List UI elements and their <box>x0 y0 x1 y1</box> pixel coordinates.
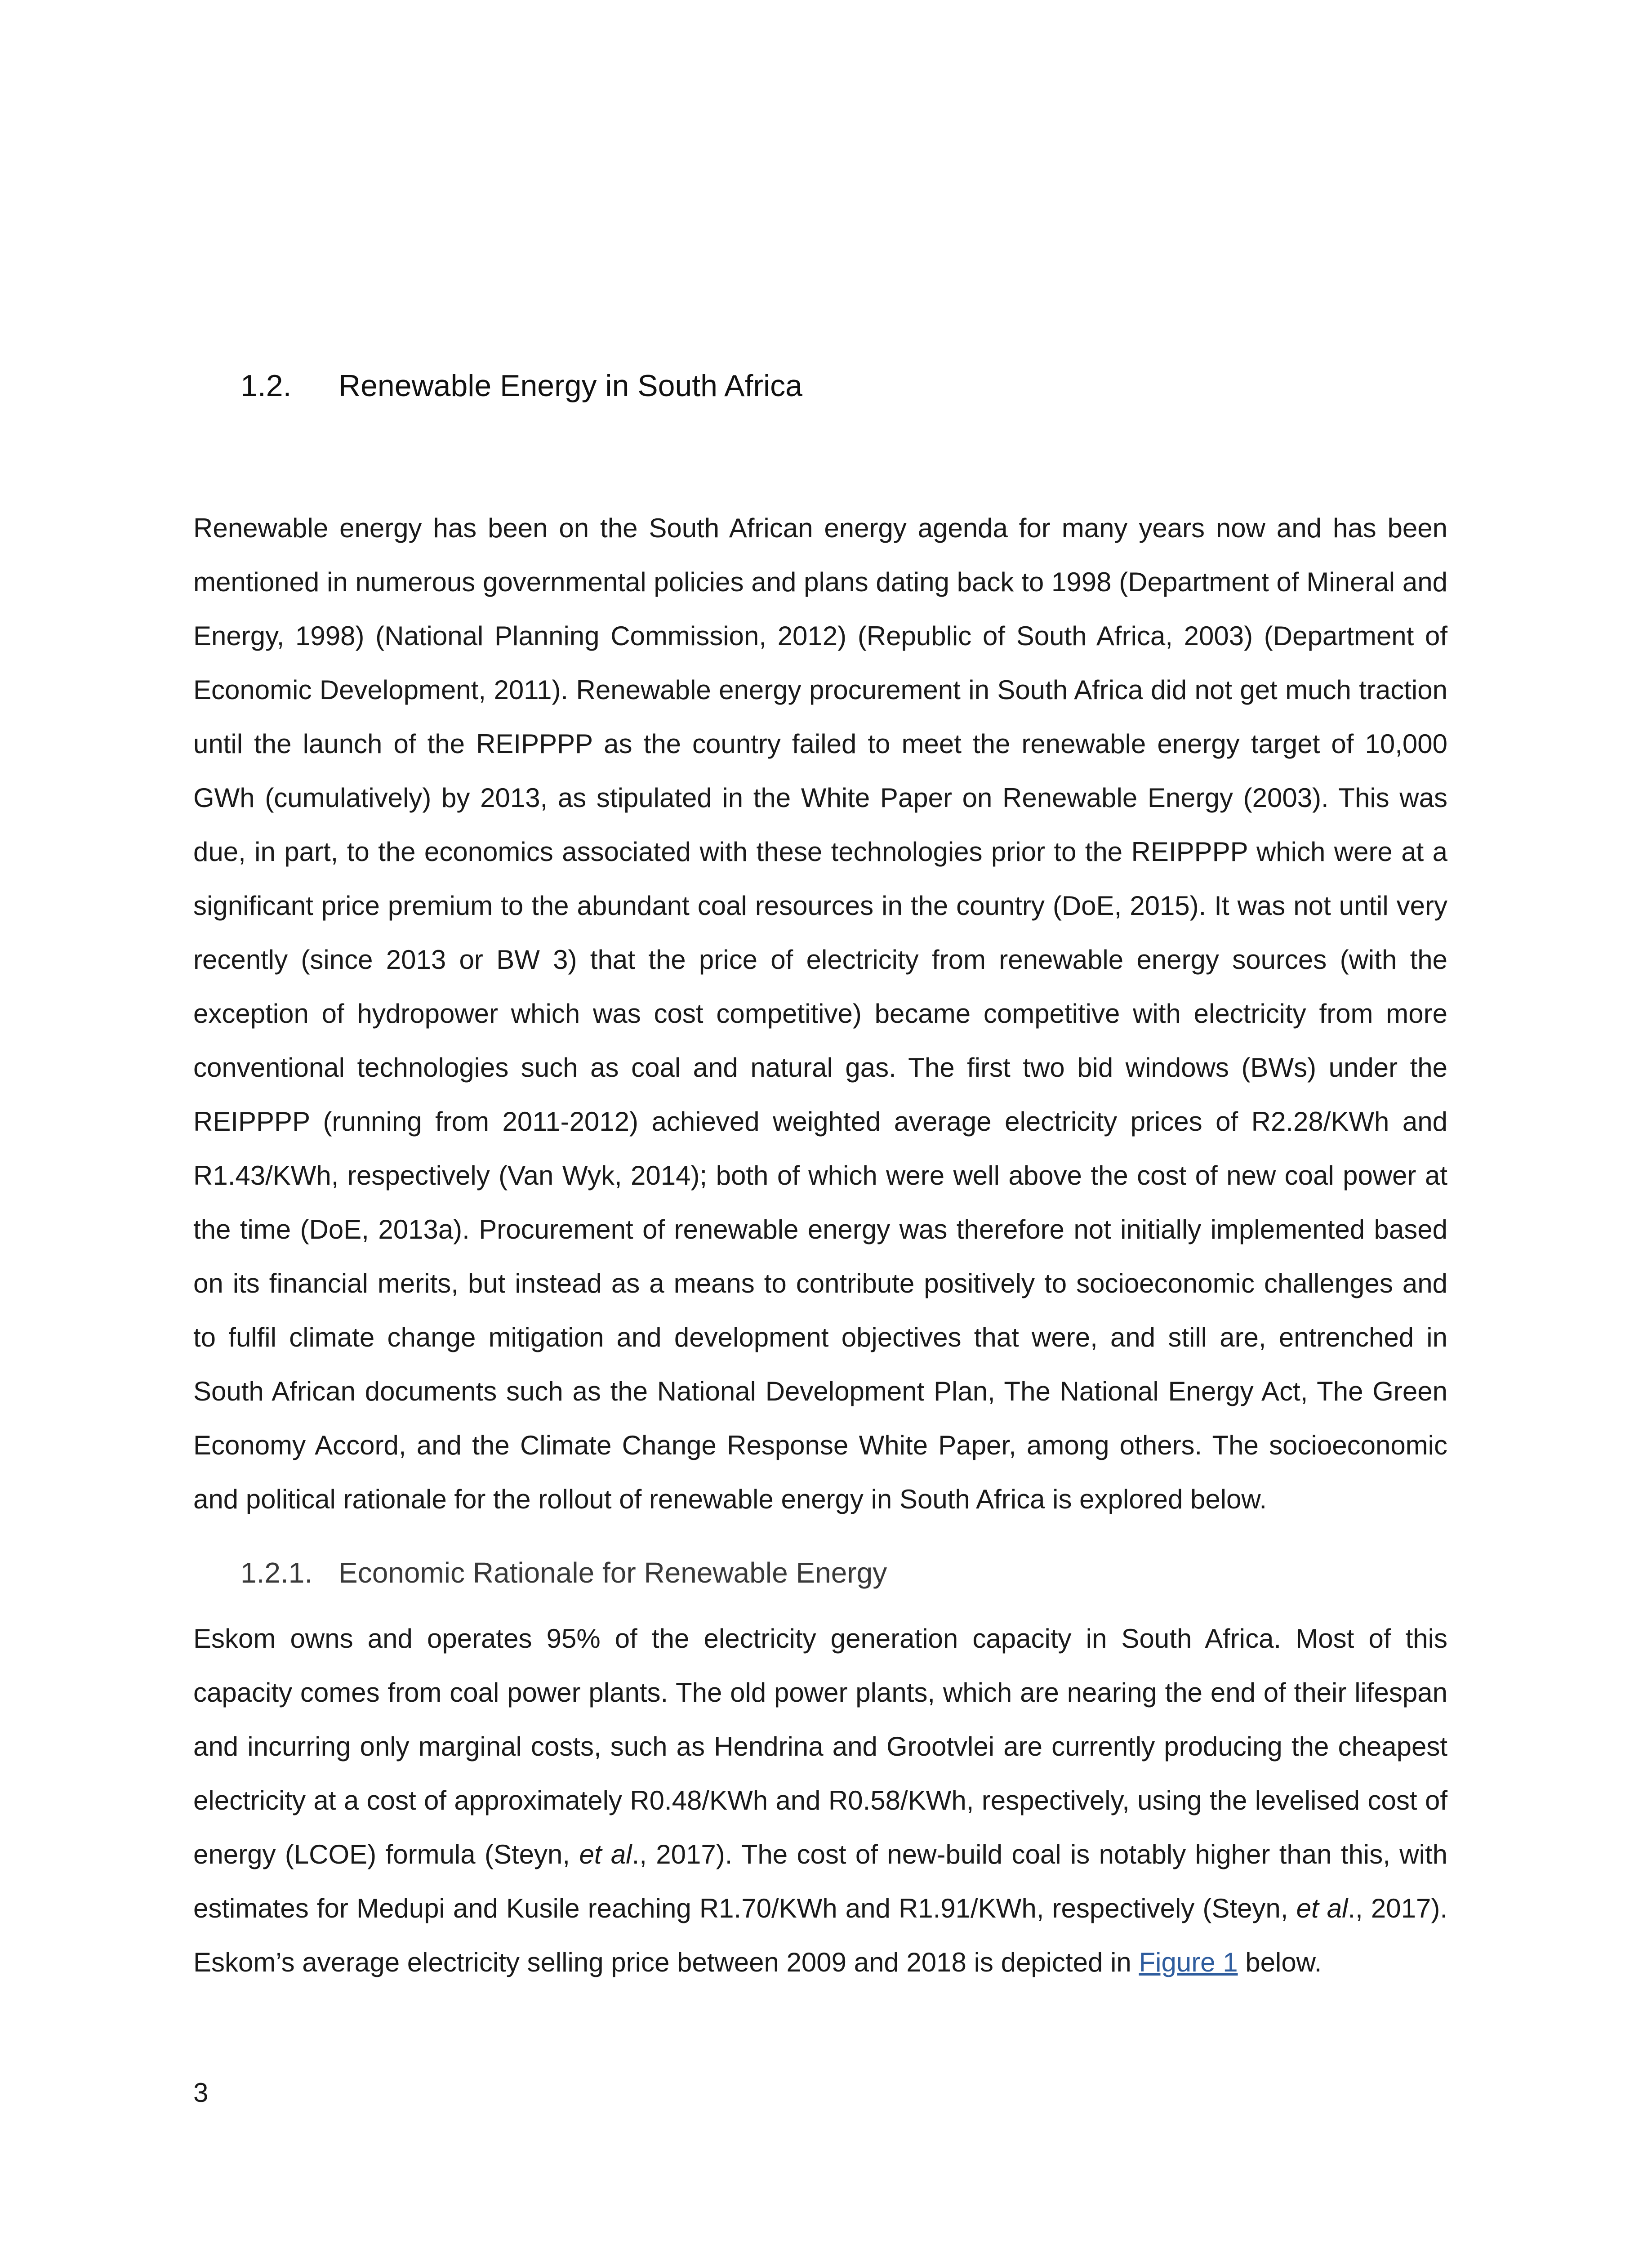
paragraph-2-text-2: ., 2017). The cost of new-build coal is notably higher than this, with estimates for Medupi and Kusile reaching R1.70/KWh and R1.91/KWh, respectively (Steyn, <box>193 1839 1447 1923</box>
section-number: 1.2. <box>240 369 292 403</box>
subsection-title: Economic Rationale for Renewable Energy <box>338 1557 887 1589</box>
section-heading <box>240 368 802 405</box>
body-paragraph-2 <box>193 1612 1447 1989</box>
paragraph-2-text-1: Eskom owns and operates 95% of the electricity generation capacity in South Africa. Most of this capacity comes from coal power plants. The old power plants, which are nearing the end of their lifespan and incurring only marginal costs, such as Hendrina and Grootvlei are currently producing the cheapest electricity at a cost of approximately R0.48/KWh and R0.58/KWh, respectively, using the levelised cost of energy (LCOE) formula (Steyn, <box>193 1624 1447 1869</box>
subsection-heading <box>240 1556 887 1590</box>
page-number: 3 <box>193 2078 209 2108</box>
section-title: Renewable Energy in South Africa <box>338 369 802 403</box>
figure-1-link[interactable]: Figure 1 <box>1139 1947 1238 1977</box>
paragraph-2-text-4: below. <box>1238 1947 1322 1977</box>
et-al-italic-1: et al <box>579 1839 632 1869</box>
body-paragraph-1: Renewable energy has been on the South African energy agenda for many years now and has been mentioned in numerous governmental policies and plans dating back to 1998 (Department of Mineral and Energy, 1998) (National Planning Commission, 2012) (Republic of South Africa, 2003) (Department of Economic Development, 2011). Renewable energy procurement in South Africa did not get much traction until the launch of the REIPPPP as the country failed to meet the renewable energy target of 10,000 GWh (cumulatively) by 2013, as stipulated in the White Paper on Renewable Energy (2003). This was due, in part, to the economics associated with these technologies prior to the REIPPPP which were at a significant price premium to the abundant coal resources in the country (DoE, 2015). It was not until very recently (since 2013 or BW 3) that the price of electricity from renewable energy sources (with the exception of hydropower which was cost competitive) became competitive with electricity from more conventional technologies such as coal and natural gas. The first two bid windows (BWs) under the REIPPPP (running from 2011-2012) achieved weighted average electricity prices of R2.28/KWh and R1.43/KWh, respectively (Van Wyk, 2014); both of which were well above the cost of new coal power at the time (DoE, 2013a). Procurement of renewable energy was therefore not initially implemented based on its financial merits, but instead as a means to contribute positively to socioeconomic challenges and to fulfil climate change mitigation and development objectives that were, and still are, entrenched in South African documents such as the National Development Plan, The National Energy Act, The Green Economy Accord, and the Climate Change Response White Paper, among others. The socioeconomic and political rationale for the rollout of renewable energy in South Africa is explored below. <box>193 513 1447 1514</box>
subsection-number: 1.2.1. <box>240 1557 313 1589</box>
et-al-italic-2: et al <box>1296 1893 1348 1923</box>
paragraph-2-text-3: ., 2017). Eskom’s average electricity selling price between 2009 and 2018 is depicted in <box>193 1893 1447 1977</box>
